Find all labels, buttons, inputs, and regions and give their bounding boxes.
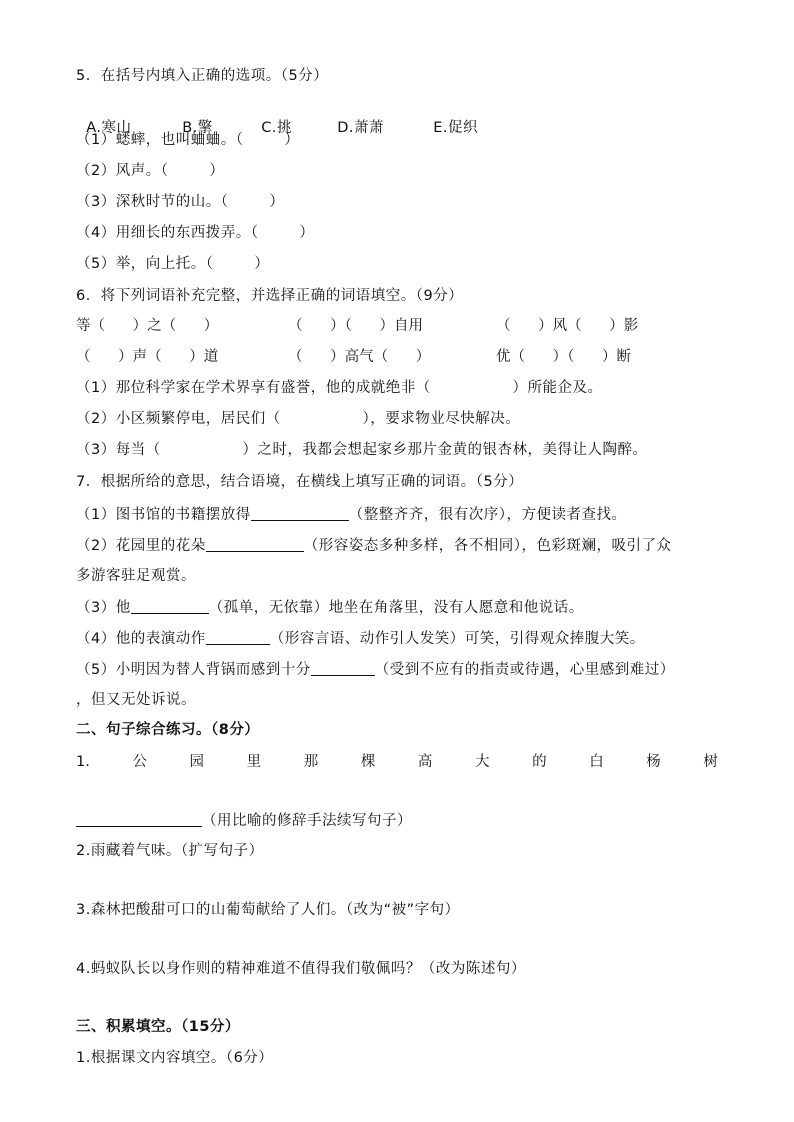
q5-title: 5．在括号内填入正确的选项。（5分） — [76, 68, 329, 84]
sec2-s1-char: 树 — [703, 754, 718, 770]
sec2-s1-char: 里 — [246, 754, 262, 770]
q7-item2-blank[interactable] — [206, 535, 304, 552]
q7-item-2-continued: 多游客驻足观赏。 — [76, 568, 196, 584]
q5-option-e: E.促织 — [433, 120, 478, 136]
sec3-item-1: 1.根据课文内容填空。（6分） — [76, 1050, 274, 1066]
q6-row-2 — [76, 347, 718, 367]
q7-item-5-continued: ，但又无处诉说。 — [76, 692, 196, 708]
q7-item3-suffix: （孤单，无依靠）地坐在角落里，没有人愿意和他说话。 — [208, 600, 584, 616]
q5-item-1: （1）蟋蟀，也叫蛐蛐。（ ） — [76, 132, 300, 148]
q5-option-d: D.萧萧 — [337, 120, 384, 136]
q6-row1-word3: （ ）风（ ）影 — [496, 318, 639, 334]
section-2-title: 二、句子综合练习。（8分） — [76, 722, 260, 738]
q6-item-3: （3）每当（ ）之时，我都会想起家乡那片金黄的银杏林，美得让人陶醉。 — [76, 442, 648, 458]
q5-option-a: A.寒山 — [86, 120, 132, 136]
q5-item-2: （2）风声。（ ） — [76, 163, 225, 179]
q5-option-c: C.挑 — [261, 120, 292, 136]
q7-item4-prefix: （4）他的表演动作 — [76, 631, 206, 647]
q6-row2-word1: （ ）声（ ）道 — [76, 349, 219, 365]
q7-title: 7．根据所给的意思，结合语境，在横线上填写正确的词语。（5分） — [76, 474, 524, 490]
sec2-s1-blank[interactable] — [76, 810, 202, 827]
q7-item-3 — [76, 597, 584, 618]
q7-item-5 — [76, 659, 675, 680]
q6-row-1 — [76, 316, 718, 336]
q6-item-2: （2）小区频繁停电，居民们（ ），要求物业尽快解决。 — [76, 411, 521, 427]
sec2-sentence-3: 3.森林把酸甜可口的山葡萄献给了人们。（改为“被”字句） — [76, 902, 460, 918]
q7-item1-blank[interactable] — [251, 504, 349, 521]
q7-item4-suffix: （形容言语、动作引人发笑）可笑，引得观众捧腹大笑。 — [269, 631, 645, 647]
q7-item3-blank[interactable] — [131, 597, 209, 614]
q7-item3-prefix: （3）他 — [76, 600, 131, 616]
q6-row1-word2: （ ）（ ）自用 — [288, 318, 424, 334]
q7-item2-suffix: （形容姿态多种多样，各不相同），色彩斑斓，吸引了众 — [303, 538, 672, 554]
q5-item-4: （4）用细长的东西拨弄。（ ） — [76, 225, 315, 241]
sec2-s1-char: 白 — [589, 754, 604, 770]
q7-item1-suffix: （整整齐齐，很有次序），方便读者查找。 — [348, 507, 627, 523]
sec2-s1-char: 大 — [475, 754, 490, 770]
sec2-s1-char: 杨 — [646, 754, 661, 770]
q7-item2-prefix: （2）花园里的花朵 — [76, 538, 206, 554]
sec2-sentence-2: 2.雨藏着气味。（扩写句子） — [76, 843, 264, 859]
section-3-title: 三、积累填空。（15分） — [76, 1019, 240, 1035]
q7-item5-blank[interactable] — [311, 659, 375, 676]
q7-item-2 — [76, 535, 671, 556]
q7-item5-prefix: （5）小明因为替人背锅而感到十分 — [76, 662, 311, 678]
q5-item-5: （5）举，向上托。（ ） — [76, 256, 270, 272]
q5-option-b: B.擎 — [182, 120, 213, 136]
sec2-s1-char: 的 — [532, 754, 547, 770]
sec2-s1-note: （用比喻的修辞手法续写句子） — [202, 813, 412, 829]
q7-item-4 — [76, 628, 645, 649]
sec2-s1-char: 那 — [303, 754, 319, 770]
sec2-sentence-1-continued — [76, 810, 412, 831]
sec2-s1-char: 高 — [417, 754, 433, 770]
sec2-s1-char: 1. — [76, 754, 90, 770]
q6-row1-word1: 等（ ）之（ ） — [76, 318, 219, 334]
q7-item1-prefix: （1）图书馆的书籍摆放得 — [76, 507, 251, 523]
sec2-sentence-1 — [76, 752, 718, 772]
q6-item-1: （1）那位科学家在学术界享有盛誉，他的成就绝非（ ）所能企及。 — [76, 380, 603, 396]
q7-item-1 — [76, 504, 626, 525]
sec2-s1-char: 棵 — [360, 754, 376, 770]
q7-item5-suffix: （受到不应有的指责或待遇，心里感到难过） — [374, 662, 675, 678]
sec2-sentence-4: 4.蚂蚁队长以身作则的精神难道不值得我们敬佩吗？（改为陈述句） — [76, 961, 526, 977]
q5-item-3: （3）深秋时节的山。（ ） — [76, 194, 285, 210]
q6-row2-word2: （ ）高气（ ） — [288, 349, 431, 365]
sec2-s1-char: 公 — [132, 754, 147, 770]
sec2-s1-char: 园 — [189, 754, 205, 770]
q7-item4-blank[interactable] — [206, 628, 270, 645]
q6-title: 6．将下列词语补充完整，并选择正确的词语填空。（9分） — [76, 288, 464, 304]
q6-row2-word3: 优（ ）（ ）断 — [496, 349, 632, 365]
